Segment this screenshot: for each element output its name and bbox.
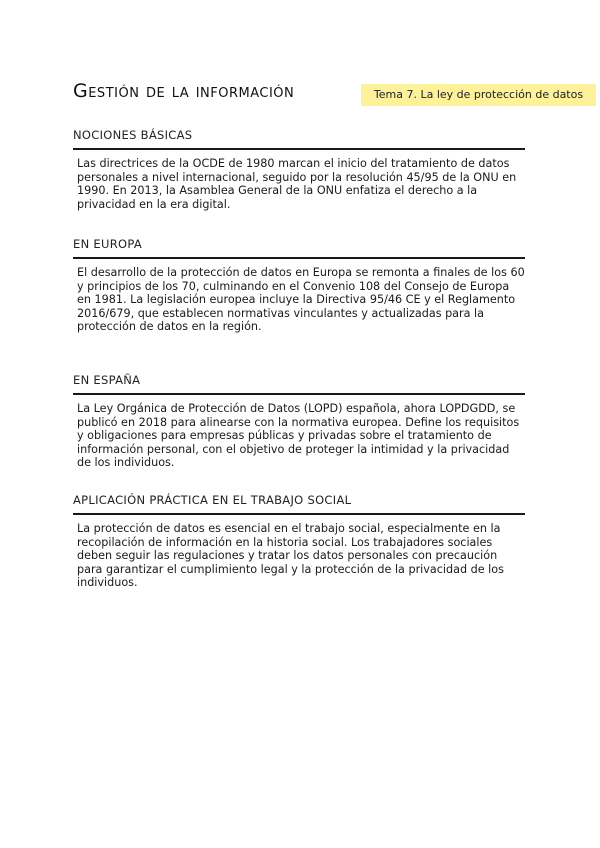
section-body: Las directrices de la OCDE de 1980 marcan el inicio del tratamiento de datos personales a nivel internacional, seguido por la resolución 45/95 de la ONU en 1990. En 2013, la Asamblea General de la ONU enfatiza el derecho a la privacidad en la era digital. <box>77 157 517 211</box>
section-en-espana <box>73 373 525 470</box>
section-divider <box>73 257 525 259</box>
section-heading: EN EUROPA <box>73 237 143 251</box>
section-nociones-basicas <box>73 128 525 211</box>
section-heading: NOCIONES BÁSICAS <box>73 128 193 142</box>
section-heading: APLICACIÓN PRÁCTICA EN EL TRABAJO SOCIAL <box>73 493 352 507</box>
topic-tag: Tema 7. La ley de protección de datos <box>361 84 596 106</box>
page-title: Gestión de la información <box>73 80 295 102</box>
section-body: La Ley Orgánica de Protección de Datos (LOPD) española, ahora LOPDGDD, se publicó en 2018 para alinearse con la normativa europea. Define los requisitos y obligaciones para empresas públicas y privadas sobre el tratamiento de información personal, con el objetivo de proteger la intimidad y la privacidad de los individuos. <box>77 402 520 470</box>
section-aplicacion-practica <box>73 493 525 590</box>
section-divider <box>73 393 525 395</box>
section-divider <box>73 148 525 150</box>
section-divider <box>73 513 525 515</box>
section-body: La protección de datos es esencial en el trabajo social, especialmente en la recopilación de información en la historia social. Los trabajadores sociales deben seguir las regulaciones y tratar los datos personales con precaución para garantizar el cumplimiento legal y la protección de la privacidad de los individuos. <box>77 522 504 590</box>
section-heading: EN ESPAÑA <box>73 373 141 387</box>
section-body: El desarrollo de la protección de datos en Europa se remonta a finales de los 60 y principios de los 70, culminando en el Convenio 108 del Consejo de Europa en 1981. La legislación europea incluye la Directiva 95/46 CE y el Reglamento 2016/679, que establecen normativas vinculantes y actualizadas para la protección de datos en la región. <box>77 266 525 334</box>
section-en-europa <box>73 237 525 334</box>
